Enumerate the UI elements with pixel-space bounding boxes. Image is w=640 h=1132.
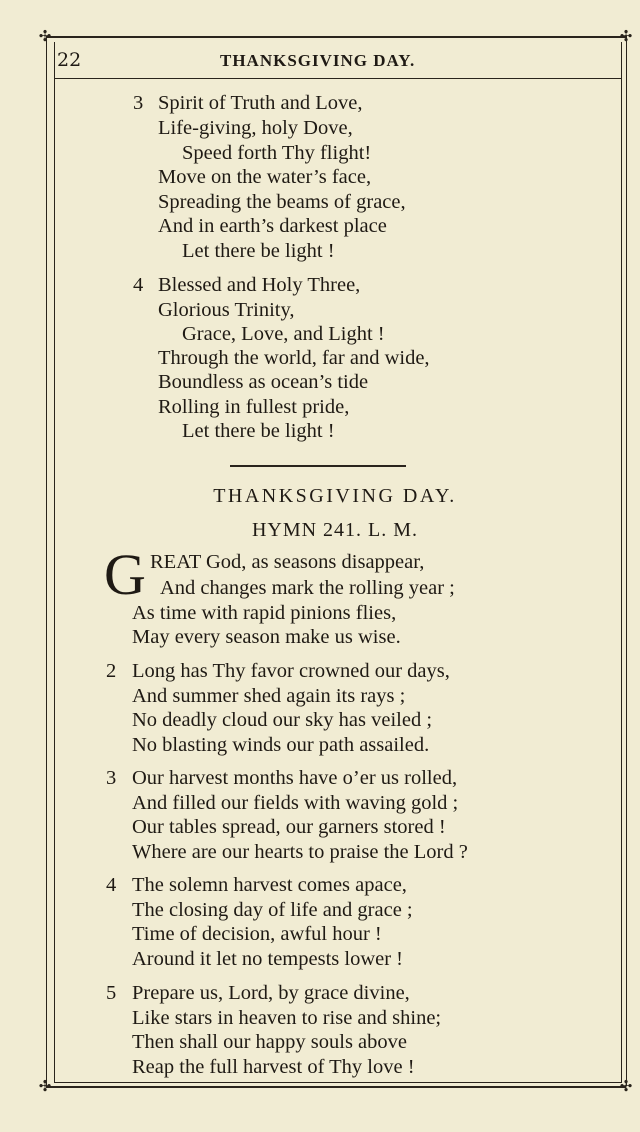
frame-bottom-rule: [46, 1086, 626, 1088]
verse-line: Rolling in fullest pride,: [158, 396, 350, 418]
verse-line: No blasting winds our path assailed.: [132, 734, 430, 756]
stanza-number: 4: [106, 874, 117, 896]
verse-line: Prepare us, Lord, by grace divine,: [132, 982, 410, 1004]
verse-line: And summer shed again its rays ;: [132, 685, 406, 707]
corner-ornament-icon: ✣: [619, 27, 633, 45]
verse-line: The closing day of life and grace ;: [132, 899, 413, 921]
verse-line: Blessed and Holy Three,: [158, 274, 361, 296]
stanza-number: 2: [106, 660, 117, 682]
verse-line: Our tables spread, our garners stored !: [132, 816, 446, 838]
verse-line: As time with rapid pinions flies,: [132, 602, 397, 624]
corner-ornament-icon: ✣: [619, 1077, 633, 1095]
verse-line: Let there be light !: [182, 420, 335, 442]
frame-right-outer: [626, 36, 627, 1086]
verse-line: And changes mark the rolling year ;: [160, 577, 455, 599]
verse-line: Long has Thy favor crowned our days,: [132, 660, 450, 682]
corner-ornament-icon: ✣: [38, 1077, 52, 1095]
corner-ornament-icon: ✣: [38, 27, 52, 45]
verse-line: Move on the water’s face,: [158, 166, 372, 188]
frame-bottom-rule-inner: [54, 1082, 622, 1083]
verse-line: No deadly cloud our sky has veiled ;: [132, 709, 433, 731]
verse-line: Through the world, far and wide,: [158, 347, 430, 369]
verse-line: Where are our hearts to praise the Lord ?: [132, 841, 468, 863]
stanza-number: 3: [133, 92, 144, 114]
verse-line: Glorious Trinity,: [158, 299, 295, 321]
running-title: THANKSGIVING DAY.: [220, 51, 416, 70]
hymn-title: HYMN 241. L. M.: [251, 519, 419, 541]
verse-line: Spreading the beams of grace,: [158, 191, 406, 213]
verse-line: Speed forth Thy flight!: [182, 142, 372, 164]
section-divider: [230, 465, 406, 467]
frame-top-rule: [46, 36, 626, 38]
verse-line: The solemn harvest comes apace,: [132, 874, 407, 896]
frame-left-outer: [46, 36, 47, 1086]
verse-line: Around it let no tempests lower !: [132, 948, 404, 970]
verse-line: Then shall our happy souls above: [132, 1031, 407, 1053]
verse-line: Time of decision, awful hour !: [132, 923, 382, 945]
verse-line: Let there be light !: [182, 240, 335, 262]
stanza-number: 4: [133, 274, 144, 296]
verse-line: And filled our fields with waving gold ;: [132, 792, 459, 814]
stanza-number: 5: [106, 982, 117, 1004]
verse-line: REAT God, as seasons disappear,: [150, 551, 425, 573]
frame-left-inner: [54, 42, 55, 1082]
page-number: 22: [57, 49, 82, 71]
frame-right-inner: [621, 42, 622, 1082]
verse-line: Life-giving, holy Dove,: [158, 117, 353, 139]
verse-line: Our harvest months have o’er us rolled,: [132, 767, 458, 789]
verse-line: Like stars in heaven to rise and shine;: [132, 1007, 442, 1029]
drop-cap: G: [104, 542, 146, 607]
verse-line: Spirit of Truth and Love,: [158, 92, 363, 114]
frame-header-rule: [54, 78, 622, 79]
section-title: THANKSGIVING DAY.: [213, 485, 457, 507]
verse-line: And in earth’s darkest place: [158, 215, 387, 237]
verse-line: Grace, Love, and Light !: [182, 323, 385, 345]
stanza-number: 3: [106, 767, 117, 789]
verse-line: May every season make us wise.: [132, 626, 401, 648]
verse-line: Boundless as ocean’s tide: [158, 371, 369, 393]
verse-line: Reap the full harvest of Thy love !: [132, 1056, 415, 1078]
